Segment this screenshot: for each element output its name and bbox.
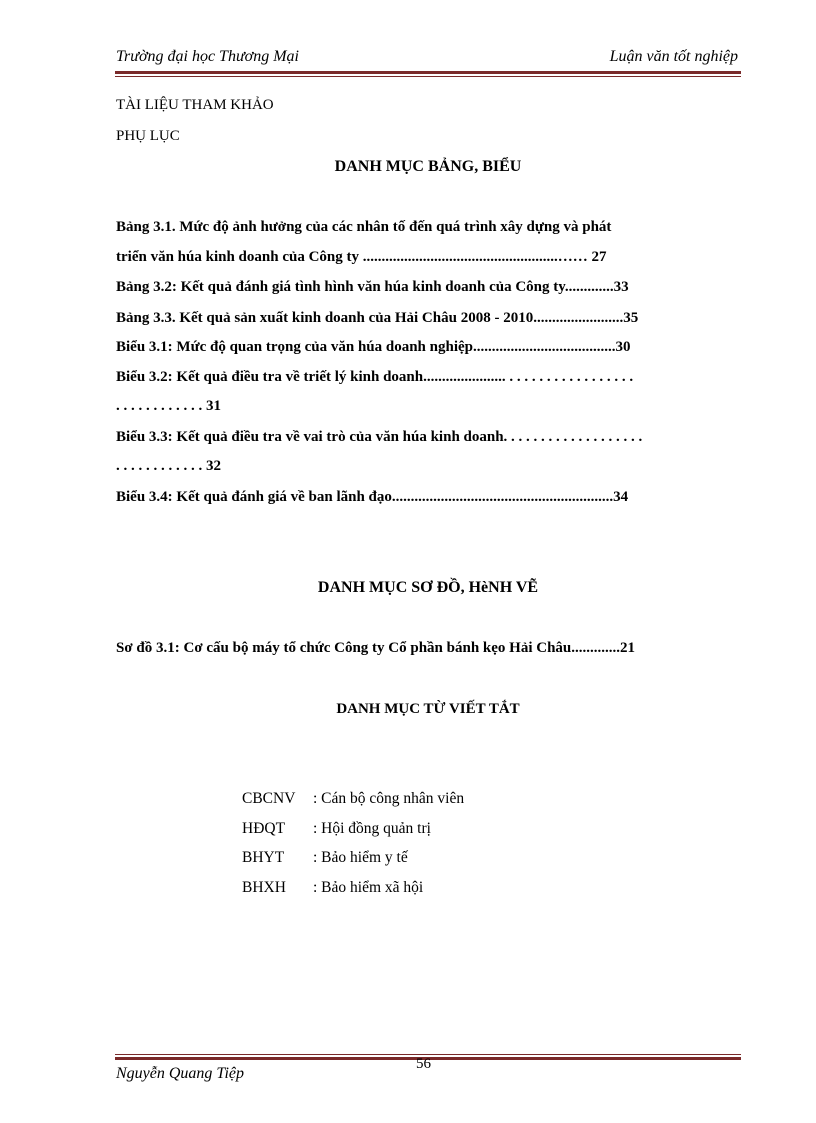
chart-entry-line: . . . . . . . . . . . . 32 <box>116 458 221 474</box>
tables-section-title: DANH MỤC BẢNG, BIỂU <box>334 158 522 175</box>
abbrev-meaning: : Cán bộ công nhân viên <box>313 790 465 807</box>
abbrev-term: CBCNV <box>242 790 296 807</box>
table-entry-line: Bảng 3.2: Kết quả đánh giá tình hình văn húa kinh doanh của Công ty.............33 <box>116 279 629 295</box>
chart-entry-line: . . . . . . . . . . . . 31 <box>116 398 221 414</box>
toc-appendix: PHỤ LỤC <box>116 128 180 144</box>
footer-author: Nguyễn Quang Tiệp <box>116 1065 244 1082</box>
abbrev-meaning: : Bảo hiểm xã hội <box>313 879 424 896</box>
header-thesis: Luận văn tốt nghiệp <box>609 48 738 65</box>
abbrev-term: HĐQT <box>242 820 286 837</box>
abbrev-meaning: : Bảo hiểm y tế <box>313 849 408 866</box>
page-number: 56 <box>416 1056 431 1072</box>
diagram-entry-line: Sơ đồ 3.1: Cơ cấu bộ máy tổ chức Công ty Cổ phần bánh kẹo Hải Châu.............21 <box>116 640 636 656</box>
table-entry-line: triển văn húa kinh doanh của Công ty ....................................................…… 27 <box>116 249 607 265</box>
chart-entry-line: Biểu 3.1: Mức độ quan trọng của văn húa doanh nghiệp......................................30 <box>116 339 631 355</box>
table-entry-line: Bảng 3.3. Kết quả sản xuất kinh doanh của Hải Châu 2008 - 2010........................35 <box>116 310 639 326</box>
footer-rule-thin <box>115 1054 741 1055</box>
abbrev-meaning: : Hội đồng quản trị <box>313 820 431 837</box>
toc-references: TÀI LIỆU THAM KHẢO <box>116 97 274 113</box>
abbrev-term: BHYT <box>242 849 285 866</box>
header-school: Trường đại học Thương Mại <box>116 48 299 65</box>
abbrev-term: BHXH <box>242 879 286 896</box>
diagrams-section-title: DANH MỤC SƠ ĐỒ, HèNH VẼ <box>317 579 539 596</box>
abbrev-section-title: DANH MỤC TỪ VIẾT TẮT <box>336 701 520 717</box>
chart-entry-line: Biểu 3.2: Kết quả điều tra về triết lý kinh doanh...................... . . . . . . . . . . . . . . . . . <box>116 369 634 385</box>
chart-entry-line: Biểu 3.3: Kết quả điều tra về vai trò của văn húa kinh doanh. . . . . . . . . . . . . . . . . . . <box>116 429 643 445</box>
chart-entry-line: Biểu 3.4: Kết quả đánh giá về ban lãnh đạo...........................................................34 <box>116 489 629 505</box>
table-entry-line: Bảng 3.1. Mức độ ảnh hưởng của các nhân tố đến quá trình xây dựng và phát <box>116 219 612 235</box>
header-rule <box>115 71 741 74</box>
header-rule-thin <box>115 76 741 77</box>
